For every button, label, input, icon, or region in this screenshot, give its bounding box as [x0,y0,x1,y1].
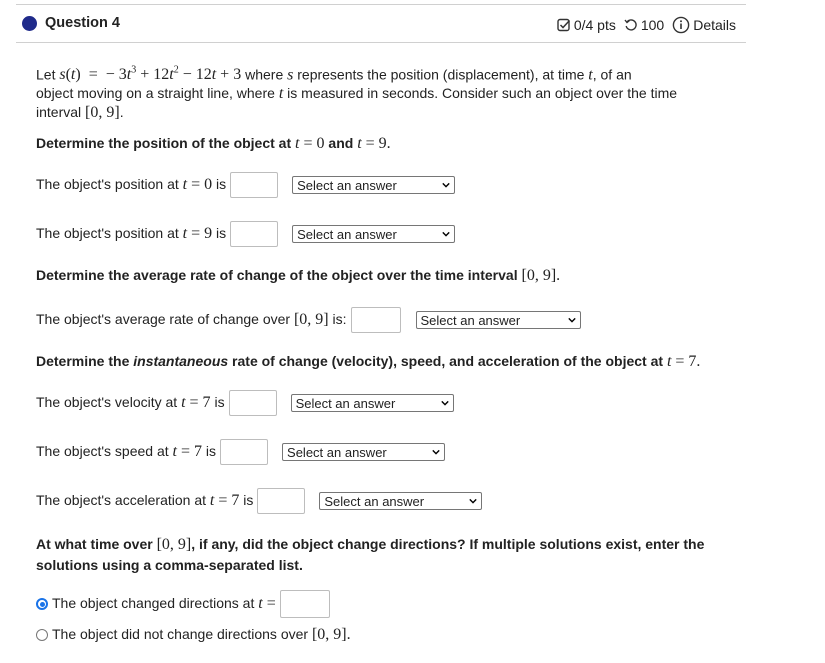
acceleration-row [36,487,482,515]
position-t9-unit-select[interactable]: Select an answer [292,225,455,243]
acceleration-unit-select[interactable]: Select an answer [319,492,482,510]
average-rate-input[interactable] [351,307,401,333]
question-status-dot [22,16,37,31]
intro-line-3: interval [0, 9]. [36,104,124,122]
velocity-label: The object's velocity at t = 7 is [36,394,225,411]
position-t0-unit-select[interactable]: Select an answer [292,176,455,194]
position-t0-input[interactable] [230,172,278,198]
radio-unselected-icon[interactable] [36,629,48,641]
chevron-down-icon [432,448,440,456]
checkbox-icon [557,18,571,32]
info-icon [672,16,690,34]
question-title: Question 4 [45,15,120,31]
average-rate-unit-select[interactable]: Select an answer [416,311,581,329]
instantaneous-heading: Determine the instantaneous rate of change (velocity), speed, and acceleration of the object at t = 7. [36,353,701,370]
question-meta [549,16,736,34]
speed-row [36,438,445,466]
intro-line-1: Let s(t) = − $3t^3 + 12t^2 - 12t + 3$ where s represents the position (displacement), at time t, of an [36,65,632,84]
velocity-input[interactable] [229,390,277,416]
points-indicator [557,17,616,33]
attempts-text: 100 [640,17,665,33]
intro-line-2: object moving on a straight line, where t is measured in seconds. Consider such an object over the time [36,85,678,103]
direction-change-heading: At what time over [0, 9], if any, did the object change directions? If multiple solutions exist, enter the solutions using a comma-separated list. [36,536,705,573]
question-card [16,0,746,663]
acceleration-input[interactable] [257,488,305,514]
chevron-down-icon [469,497,477,505]
details-link[interactable] [672,16,736,34]
average-rate-label: The object's average rate of change over [0, 9] is: [36,311,347,328]
question-header [16,6,746,43]
top-divider [16,4,746,5]
position-t0-label: The object's position at t = 0 is [36,176,227,193]
points-text: 0/4 pts [573,17,616,33]
position-t9-input[interactable] [230,221,278,247]
velocity-unit-select[interactable]: Select an answer [291,394,454,412]
direction-change-time-input[interactable] [280,590,330,618]
radio-selected-icon[interactable] [36,598,48,610]
chevron-down-icon [442,181,450,189]
speed-label: The object's speed at t = 7 is [36,443,217,460]
average-rate-row [36,306,581,334]
velocity-row [36,389,454,417]
no-change-label: The object did not change directions over [0, 9]. [52,626,351,643]
acceleration-label: The object's acceleration at t = 7 is [36,492,254,509]
chevron-down-icon [568,316,576,324]
chevron-down-icon [442,230,450,238]
changed-directions-option[interactable] [36,590,330,618]
details-text: Details [693,17,736,33]
chevron-down-icon [441,399,449,407]
no-change-option[interactable] [36,626,351,644]
position-function-math: s(t) = − $3t^3 + 12t^2 - 12t + 3$ [59,65,242,84]
position-t9-row [36,220,455,248]
changed-directions-label: The object changed directions at t = [52,595,276,612]
speed-unit-select[interactable]: Select an answer [282,443,445,461]
position-t0-row [36,171,455,199]
position-heading: Determine the position of the object at t = 0 and t = 9. [36,135,391,152]
position-t9-label: The object's position at t = 9 is [36,225,227,242]
average-rate-heading: Determine the average rate of change of the object over the time interval [0, 9]. [36,267,561,284]
retry-icon [624,18,638,32]
intro-paragraph [36,61,736,122]
attempts-indicator [624,17,664,33]
speed-input[interactable] [220,439,268,465]
